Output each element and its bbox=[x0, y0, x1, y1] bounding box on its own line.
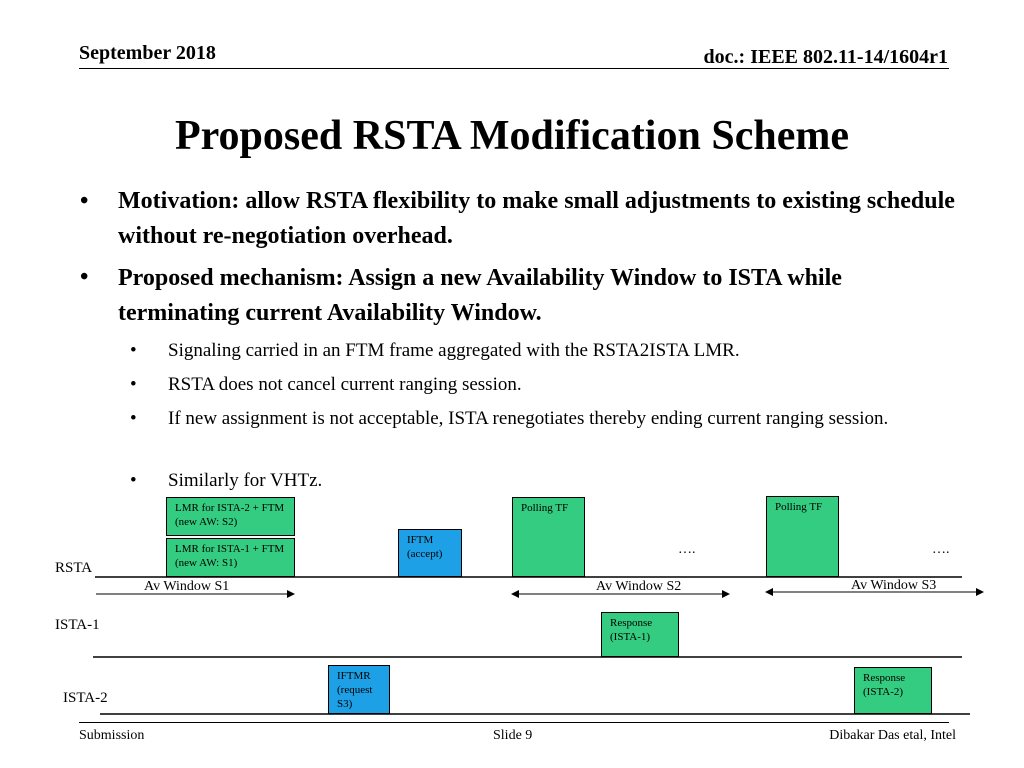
frame-polling-tf-2: Polling TF bbox=[766, 496, 839, 577]
bullet-marker: • bbox=[80, 264, 89, 290]
window-label-s3: Av Window S3 bbox=[851, 578, 937, 593]
footer-submission: Submission bbox=[79, 728, 145, 743]
footer-divider bbox=[79, 722, 949, 723]
subbullet-marker: • bbox=[130, 340, 137, 361]
subbullet-vhtz: Similarly for VHTz. bbox=[168, 470, 323, 491]
window-label-s2: Av Window S2 bbox=[596, 579, 682, 594]
subbullet-signaling: Signaling carried in an FTM frame aggregated with the RSTA2ISTA LMR. bbox=[168, 340, 740, 361]
row-label-ista2: ISTA-2 bbox=[63, 690, 108, 706]
subbullet-marker: • bbox=[130, 470, 137, 491]
frame-iftm: IFTM (accept) bbox=[398, 529, 462, 577]
bullet-mechanism: Proposed mechanism: Assign a new Availability Window to ISTA while terminating current Availability Window. bbox=[118, 265, 842, 326]
header-date: September 2018 bbox=[79, 42, 216, 64]
row-label-rsta: RSTA bbox=[55, 560, 93, 576]
window-label-s1: Av Window S1 bbox=[144, 579, 230, 594]
slide-title: Proposed RSTA Modification Scheme bbox=[175, 113, 849, 159]
frame-lmr-ista1: LMR for ISTA-1 + FTM (new AW: S1) bbox=[166, 538, 295, 577]
frame-lmr-ista2: LMR for ISTA-2 + FTM (new AW: S2) bbox=[166, 497, 295, 536]
row-label-ista1: ISTA-1 bbox=[55, 617, 100, 633]
ellipsis-2: …. bbox=[932, 542, 950, 557]
subbullet-marker: • bbox=[130, 374, 137, 395]
frame-polling-tf-1: Polling TF bbox=[512, 497, 585, 577]
bullet-motivation: Motivation: allow RSTA flexibility to make small adjustments to existing schedule without re-negotiation overhead. bbox=[118, 188, 955, 249]
footer-author: Dibakar Das etal, Intel bbox=[829, 728, 956, 743]
footer-slide-number: Slide 9 bbox=[493, 728, 533, 743]
subbullet-marker: • bbox=[130, 408, 137, 429]
subbullet-renegotiate: If new assignment is not acceptable, ISTA renegotiates thereby ending current ranging session. bbox=[168, 408, 889, 429]
header-doc-id: doc.: IEEE 802.11-14/1604r1 bbox=[703, 46, 948, 68]
frame-response-ista2: Response (ISTA-2) bbox=[854, 667, 932, 714]
ellipsis-1: …. bbox=[678, 542, 696, 557]
frame-response-ista1: Response (ISTA-1) bbox=[601, 612, 679, 657]
bullet-marker: • bbox=[80, 188, 89, 214]
subbullet-no-cancel: RSTA does not cancel current ranging session. bbox=[168, 374, 522, 395]
frame-iftmr: IFTMR (request S3) bbox=[328, 665, 390, 714]
